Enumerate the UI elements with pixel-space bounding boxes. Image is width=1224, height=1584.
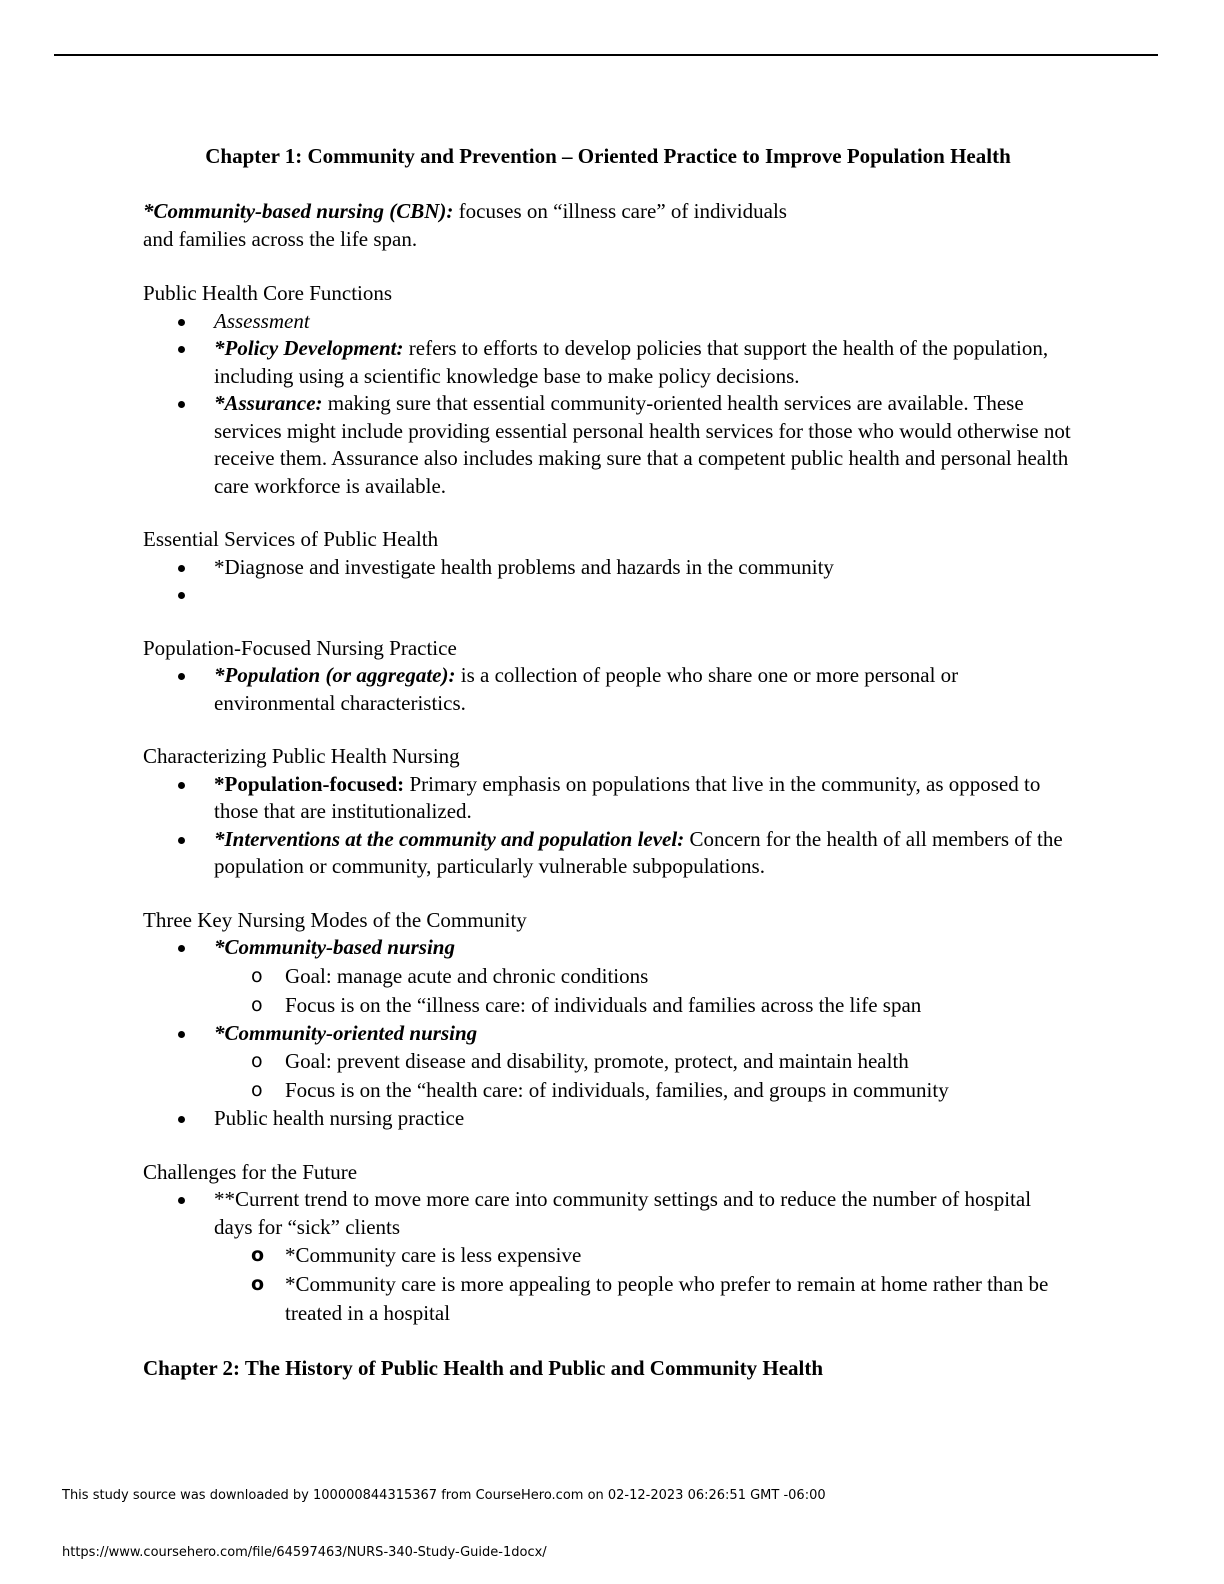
policy-development-text: refers to efforts to develop policies that support the health of the population, including using a scientific knowledge base to make policy decisions.	[214, 336, 1049, 388]
mode-community-oriented: *Community-oriented nursing	[214, 1020, 478, 1045]
population-focused-text: Primary emphasis on populations that live in the community, as opposed to those that are institutionalized.	[214, 771, 1041, 823]
characterizing-list	[143, 771, 1073, 881]
mode-community-based: *Community-based nursing	[214, 935, 455, 959]
interventions-text: Concern for the health of all members of the population or community, particularly vulnerable subpopulations.	[214, 826, 1063, 878]
cbn-definition	[143, 198, 1073, 253]
population-text: is a collection of people who share one or more personal or environmental characteristics.	[214, 663, 959, 715]
list-item-empty	[143, 581, 1073, 609]
list-item	[143, 308, 1073, 336]
chapter-1-title: Chapter 1: Community and Prevention – Oriented Practice to Improve Population Health	[205, 144, 1011, 168]
source-url[interactable]: https://www.coursehero.com/file/64597463/NURS-340-Study-Guide-1docx/	[62, 1545, 547, 1560]
list-item	[143, 335, 1073, 390]
challenges-section	[143, 1159, 1073, 1329]
sub-list-item: o Goal: prevent disease and disability, promote, protect, and maintain health	[214, 1047, 1073, 1076]
sub-list-item: o Goal: manage acute and chronic conditions	[214, 962, 1073, 991]
population-focused-section	[143, 635, 1073, 718]
population-focused-heading: Population-Focused Nursing Practice	[143, 635, 457, 660]
list-item	[143, 934, 1073, 1020]
chapter-2-title: Chapter 2: The History of Public Health and Public and Community Health	[143, 1356, 824, 1380]
characterizing-section	[143, 743, 1073, 881]
cbn-text-continued: and families across the life span.	[143, 226, 418, 251]
header-rule	[54, 54, 1158, 56]
policy-development-term: *Policy Development:	[214, 336, 404, 360]
assurance-text: making sure that essential community-oriented health services are available. These services might include providing essential personal health services for those who would otherwise not receive them. Assurance also includes making sure that a competent public health and personal health care workforce is available.	[214, 391, 1071, 498]
sub-list-item: o Focus is on the “illness care: of individuals and families across the life span	[214, 991, 1073, 1020]
nursing-modes-section	[143, 907, 1073, 1133]
list-item	[143, 1186, 1073, 1328]
core-functions-section	[143, 280, 1073, 500]
challenge-text: **Current trend to move more care into community settings and to reduce the number of hospital days for “sick” clients	[214, 1187, 1032, 1239]
characterizing-heading: Characterizing Public Health Nursing	[143, 744, 460, 768]
sub-list	[214, 1241, 1073, 1328]
essential-services-section	[143, 526, 1073, 609]
nursing-modes-heading: Three Key Nursing Modes of the Community	[143, 907, 527, 932]
challenges-list	[143, 1186, 1073, 1328]
download-note: This study source was downloaded by 100000844315367 from CourseHero.com on 02-12-2023 06:26:51 GMT -06:00	[62, 1488, 826, 1503]
list-item	[143, 1020, 1073, 1106]
assurance-term: *Assurance:	[214, 391, 323, 415]
core-functions-list	[143, 308, 1073, 501]
core-functions-heading: Public Health Core Functions	[143, 281, 393, 305]
population-term: *Population (or aggregate):	[214, 663, 456, 687]
challenges-heading: Challenges for the Future	[143, 1159, 358, 1184]
list-item	[143, 771, 1073, 826]
sub-list-item: o *Community care is less expensive	[214, 1241, 1073, 1270]
sub-list-item: o Focus is on the “health care: of individuals, families, and groups in community	[214, 1076, 1073, 1105]
essential-services-list	[143, 554, 1073, 609]
list-item	[143, 1105, 1073, 1133]
population-focused-term: *Population-focused:	[214, 771, 405, 796]
mode-public-health: Public health nursing practice	[214, 1106, 465, 1130]
cbn-text: focuses on “illness care” of individuals	[453, 199, 787, 223]
list-item	[143, 390, 1073, 500]
assessment-term: Assessment	[214, 308, 310, 333]
list-item: *Diagnose and investigate health problems and hazards in the community	[143, 554, 1073, 582]
essential-services-heading: Essential Services of Public Health	[143, 527, 439, 551]
list-item	[143, 826, 1073, 881]
cbn-term: *Community-based nursing (CBN):	[143, 199, 454, 223]
sub-list-item: o *Community care is more appealing to people who prefer to remain at home rather than be treated in a hospital	[214, 1270, 1073, 1328]
population-focused-list	[143, 662, 1073, 717]
nursing-modes-list	[143, 934, 1073, 1133]
sub-list	[214, 962, 1073, 1020]
list-item	[143, 662, 1073, 717]
sub-list	[214, 1047, 1073, 1105]
interventions-term: *Interventions at the community and population level:	[214, 826, 685, 851]
document-body	[143, 142, 1073, 1410]
